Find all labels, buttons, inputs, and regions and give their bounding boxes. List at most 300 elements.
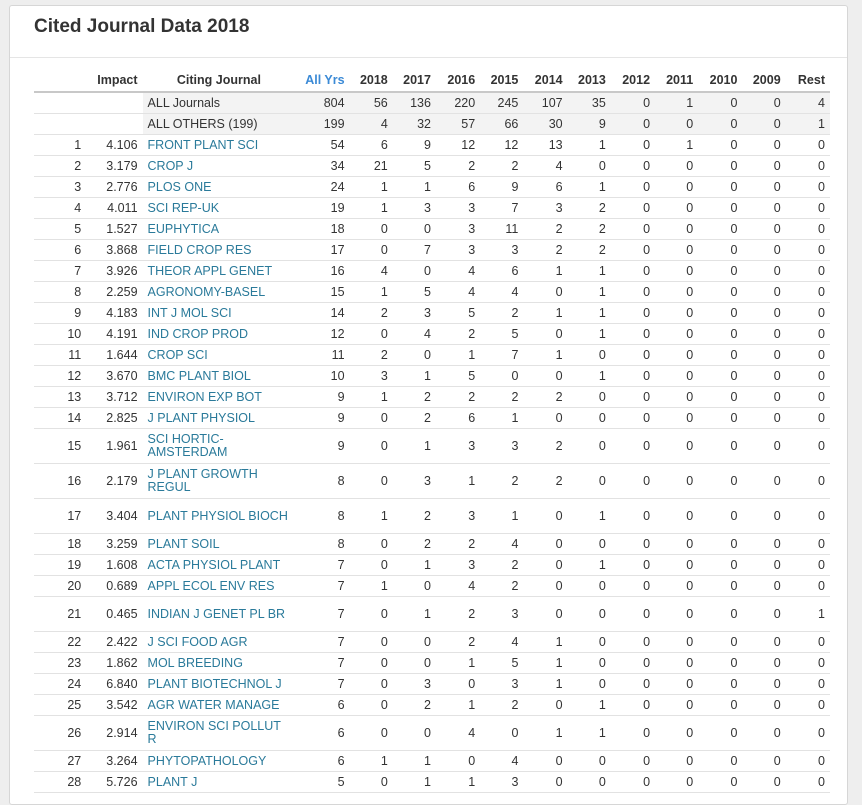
impact-cell: 0.465 bbox=[86, 597, 142, 632]
header-year: 2018 bbox=[350, 68, 393, 92]
year-count-cell: 0 bbox=[393, 261, 436, 282]
citing-journal-link[interactable]: FIELD CROP RES bbox=[143, 240, 296, 261]
citing-journal-link[interactable]: APPL ECOL ENV RES bbox=[143, 576, 296, 597]
year-count-cell: 2 bbox=[480, 303, 523, 324]
citing-journal-link[interactable]: CROP SCI bbox=[143, 345, 296, 366]
year-count-cell: 1 bbox=[350, 282, 393, 303]
rank-cell: 17 bbox=[34, 499, 86, 534]
impact-cell: 4.191 bbox=[86, 324, 142, 345]
citing-journal-link[interactable]: CROP J bbox=[143, 156, 296, 177]
table-row bbox=[34, 345, 830, 366]
year-count-cell: 0 bbox=[742, 597, 785, 632]
year-count-cell: 0 bbox=[655, 303, 698, 324]
year-count-cell: 0 bbox=[698, 156, 742, 177]
year-count-cell: 0 bbox=[655, 751, 698, 772]
citing-journal-link[interactable]: SCI HORTIC-AMSTERDAM bbox=[143, 429, 296, 464]
year-count-cell: 4 bbox=[436, 261, 480, 282]
year-count-cell: 66 bbox=[480, 114, 523, 135]
year-count-cell: 3 bbox=[393, 674, 436, 695]
rank-cell: 9 bbox=[34, 303, 86, 324]
impact-cell: 6.840 bbox=[86, 674, 142, 695]
year-count-cell: 0 bbox=[742, 576, 785, 597]
year-count-cell: 1 bbox=[436, 772, 480, 793]
citing-journal-link[interactable]: EUPHYTICA bbox=[143, 219, 296, 240]
impact-cell: 3.926 bbox=[86, 261, 142, 282]
year-count-cell: 2 bbox=[480, 156, 523, 177]
year-count-cell: 2 bbox=[480, 387, 523, 408]
citing-journal-link[interactable]: J PLANT GROWTH REGUL bbox=[143, 464, 296, 499]
impact-cell: 1.862 bbox=[86, 653, 142, 674]
citing-journal-link: ALL Journals bbox=[143, 92, 296, 114]
rank-cell: 12 bbox=[34, 366, 86, 387]
year-count-cell: 4 bbox=[480, 282, 523, 303]
year-count-cell: 0 bbox=[655, 324, 698, 345]
rank-cell: 11 bbox=[34, 345, 86, 366]
year-count-cell: 4 bbox=[480, 751, 523, 772]
year-count-cell: 0 bbox=[655, 408, 698, 429]
rest-cell: 0 bbox=[786, 632, 830, 653]
year-count-cell: 1 bbox=[568, 282, 611, 303]
year-count-cell: 7 bbox=[480, 345, 523, 366]
year-count-cell: 1 bbox=[350, 499, 393, 534]
year-count-cell: 0 bbox=[698, 282, 742, 303]
year-count-cell: 0 bbox=[655, 576, 698, 597]
year-count-cell: 0 bbox=[611, 653, 655, 674]
year-count-cell: 0 bbox=[698, 772, 742, 793]
year-count-cell: 0 bbox=[655, 429, 698, 464]
year-count-cell: 0 bbox=[655, 240, 698, 261]
year-count-cell: 0 bbox=[742, 772, 785, 793]
cited-journal-panel bbox=[9, 5, 848, 805]
table-row bbox=[34, 464, 830, 499]
year-count-cell: 1 bbox=[568, 135, 611, 156]
year-count-cell: 0 bbox=[611, 576, 655, 597]
year-count-cell: 3 bbox=[436, 219, 480, 240]
cited-journal-table bbox=[34, 68, 830, 793]
rest-cell: 0 bbox=[786, 653, 830, 674]
year-count-cell: 0 bbox=[350, 674, 393, 695]
year-count-cell: 1 bbox=[350, 198, 393, 219]
year-count-cell: 2 bbox=[480, 576, 523, 597]
table-row bbox=[34, 534, 830, 555]
year-count-cell: 0 bbox=[698, 555, 742, 576]
impact-cell: 2.422 bbox=[86, 632, 142, 653]
all-years-cell: 9 bbox=[295, 429, 349, 464]
year-count-cell: 3 bbox=[393, 198, 436, 219]
year-count-cell: 2 bbox=[393, 408, 436, 429]
year-count-cell: 0 bbox=[568, 345, 611, 366]
year-count-cell: 0 bbox=[523, 695, 567, 716]
all-years-cell: 34 bbox=[295, 156, 349, 177]
year-count-cell: 0 bbox=[742, 156, 785, 177]
year-count-cell: 5 bbox=[436, 303, 480, 324]
year-count-cell: 0 bbox=[350, 240, 393, 261]
year-count-cell: 0 bbox=[611, 751, 655, 772]
rest-cell: 1 bbox=[786, 597, 830, 632]
year-count-cell: 2 bbox=[523, 429, 567, 464]
rest-cell: 0 bbox=[786, 240, 830, 261]
year-count-cell: 3 bbox=[523, 198, 567, 219]
year-count-cell: 0 bbox=[742, 219, 785, 240]
year-count-cell: 0 bbox=[742, 282, 785, 303]
impact-cell: 3.542 bbox=[86, 695, 142, 716]
rest-cell: 0 bbox=[786, 772, 830, 793]
year-count-cell: 0 bbox=[568, 653, 611, 674]
year-count-cell: 0 bbox=[698, 576, 742, 597]
table-row bbox=[34, 387, 830, 408]
year-count-cell: 0 bbox=[568, 772, 611, 793]
year-count-cell: 0 bbox=[742, 198, 785, 219]
year-count-cell: 6 bbox=[436, 177, 480, 198]
header-year: 2014 bbox=[523, 68, 567, 92]
header-year: 2011 bbox=[655, 68, 698, 92]
year-count-cell: 0 bbox=[611, 695, 655, 716]
rest-cell: 0 bbox=[786, 219, 830, 240]
year-count-cell: 0 bbox=[655, 464, 698, 499]
year-count-cell: 0 bbox=[611, 555, 655, 576]
year-count-cell: 0 bbox=[523, 751, 567, 772]
citing-journal-link[interactable]: J SCI FOOD AGR bbox=[143, 632, 296, 653]
citing-journal-link[interactable]: PLANT BIOTECHNOL J bbox=[143, 674, 296, 695]
year-count-cell: 3 bbox=[480, 240, 523, 261]
year-count-cell: 0 bbox=[742, 534, 785, 555]
year-count-cell: 0 bbox=[611, 597, 655, 632]
year-count-cell: 3 bbox=[436, 198, 480, 219]
citing-journal-link[interactable]: SCI REP-UK bbox=[143, 198, 296, 219]
year-count-cell: 0 bbox=[698, 219, 742, 240]
year-count-cell: 0 bbox=[568, 156, 611, 177]
year-count-cell: 0 bbox=[350, 219, 393, 240]
year-count-cell: 0 bbox=[655, 499, 698, 534]
rest-cell: 0 bbox=[786, 198, 830, 219]
year-count-cell: 0 bbox=[611, 114, 655, 135]
rank-cell: 24 bbox=[34, 674, 86, 695]
year-count-cell: 0 bbox=[611, 198, 655, 219]
rank-cell: 6 bbox=[34, 240, 86, 261]
year-count-cell: 0 bbox=[568, 408, 611, 429]
citing-journal-link[interactable]: PLANT J bbox=[143, 772, 296, 793]
all-years-cell: 10 bbox=[295, 366, 349, 387]
year-count-cell: 0 bbox=[523, 534, 567, 555]
year-count-cell: 30 bbox=[523, 114, 567, 135]
year-count-cell: 0 bbox=[655, 156, 698, 177]
year-count-cell: 107 bbox=[523, 92, 567, 114]
rank-cell: 21 bbox=[34, 597, 86, 632]
year-count-cell: 1 bbox=[655, 92, 698, 114]
citing-journal-link[interactable]: PHYTOPATHOLOGY bbox=[143, 751, 296, 772]
year-count-cell: 0 bbox=[350, 772, 393, 793]
rank-cell: 15 bbox=[34, 429, 86, 464]
all-years-cell: 24 bbox=[295, 177, 349, 198]
rest-cell: 0 bbox=[786, 576, 830, 597]
impact-cell: 3.868 bbox=[86, 240, 142, 261]
year-count-cell: 1 bbox=[523, 716, 567, 751]
panel-title: Cited Journal Data 2018 bbox=[34, 16, 250, 37]
year-count-cell: 1 bbox=[350, 576, 393, 597]
citing-journal-link[interactable]: MOL BREEDING bbox=[143, 653, 296, 674]
year-count-cell: 0 bbox=[523, 576, 567, 597]
year-count-cell: 0 bbox=[698, 92, 742, 114]
year-count-cell: 0 bbox=[523, 597, 567, 632]
table-row bbox=[34, 597, 830, 632]
rest-cell: 0 bbox=[786, 499, 830, 534]
year-count-cell: 0 bbox=[611, 92, 655, 114]
table-row bbox=[34, 576, 830, 597]
year-count-cell: 0 bbox=[611, 366, 655, 387]
year-count-cell: 0 bbox=[742, 464, 785, 499]
year-count-cell: 0 bbox=[436, 674, 480, 695]
rank-cell: 13 bbox=[34, 387, 86, 408]
rank-cell: 19 bbox=[34, 555, 86, 576]
year-count-cell: 0 bbox=[655, 772, 698, 793]
year-count-cell: 0 bbox=[698, 653, 742, 674]
rest-cell: 0 bbox=[786, 387, 830, 408]
year-count-cell: 1 bbox=[568, 177, 611, 198]
rank-cell: 7 bbox=[34, 261, 86, 282]
year-count-cell: 0 bbox=[698, 695, 742, 716]
year-count-cell: 0 bbox=[350, 597, 393, 632]
table-row bbox=[34, 366, 830, 387]
rank-cell: 14 bbox=[34, 408, 86, 429]
all-years-cell: 5 bbox=[295, 772, 349, 793]
all-years-cell: 9 bbox=[295, 408, 349, 429]
year-count-cell: 3 bbox=[480, 597, 523, 632]
year-count-cell: 0 bbox=[611, 219, 655, 240]
year-count-cell: 4 bbox=[436, 576, 480, 597]
rank-cell: 3 bbox=[34, 177, 86, 198]
year-count-cell: 0 bbox=[655, 366, 698, 387]
year-count-cell: 0 bbox=[742, 429, 785, 464]
year-count-cell: 0 bbox=[523, 772, 567, 793]
year-count-cell: 0 bbox=[350, 555, 393, 576]
rank-cell: 23 bbox=[34, 653, 86, 674]
impact-cell: 3.670 bbox=[86, 366, 142, 387]
all-years-cell: 6 bbox=[295, 695, 349, 716]
year-count-cell: 0 bbox=[611, 387, 655, 408]
year-count-cell: 0 bbox=[393, 632, 436, 653]
year-count-cell: 0 bbox=[698, 408, 742, 429]
citing-journal-link[interactable]: FRONT PLANT SCI bbox=[143, 135, 296, 156]
rest-cell: 0 bbox=[786, 261, 830, 282]
year-count-cell: 4 bbox=[350, 114, 393, 135]
year-count-cell: 0 bbox=[611, 324, 655, 345]
year-count-cell: 56 bbox=[350, 92, 393, 114]
year-count-cell: 6 bbox=[523, 177, 567, 198]
citing-journal-link[interactable]: J PLANT PHYSIOL bbox=[143, 408, 296, 429]
year-count-cell: 0 bbox=[523, 324, 567, 345]
year-count-cell: 0 bbox=[698, 632, 742, 653]
citing-journal-link[interactable]: PLANT SOIL bbox=[143, 534, 296, 555]
year-count-cell: 2 bbox=[568, 198, 611, 219]
citing-journal-link[interactable]: AGRONOMY-BASEL bbox=[143, 282, 296, 303]
header-all-years[interactable]: All Yrs bbox=[295, 68, 349, 92]
year-count-cell: 0 bbox=[698, 429, 742, 464]
header-year: 2012 bbox=[611, 68, 655, 92]
year-count-cell: 4 bbox=[523, 156, 567, 177]
rest-cell: 0 bbox=[786, 345, 830, 366]
header-year: 2016 bbox=[436, 68, 480, 92]
year-count-cell: 0 bbox=[655, 534, 698, 555]
year-count-cell: 0 bbox=[350, 695, 393, 716]
impact-cell: 2.825 bbox=[86, 408, 142, 429]
impact-cell: 2.259 bbox=[86, 282, 142, 303]
table-row bbox=[34, 240, 830, 261]
header-year: 2013 bbox=[568, 68, 611, 92]
year-count-cell: 0 bbox=[611, 345, 655, 366]
citing-journal-link[interactable]: ENVIRON SCI POLLUT R bbox=[143, 716, 296, 751]
rest-cell: 0 bbox=[786, 324, 830, 345]
rest-cell: 0 bbox=[786, 177, 830, 198]
year-count-cell: 12 bbox=[480, 135, 523, 156]
year-count-cell: 2 bbox=[436, 632, 480, 653]
impact-cell: 2.179 bbox=[86, 464, 142, 499]
all-years-cell: 8 bbox=[295, 534, 349, 555]
year-count-cell: 1 bbox=[393, 772, 436, 793]
all-years-cell: 7 bbox=[295, 576, 349, 597]
all-years-cell: 12 bbox=[295, 324, 349, 345]
table-row bbox=[34, 303, 830, 324]
year-count-cell: 0 bbox=[655, 555, 698, 576]
year-count-cell: 0 bbox=[742, 114, 785, 135]
year-count-cell: 3 bbox=[436, 240, 480, 261]
year-count-cell: 0 bbox=[698, 716, 742, 751]
year-count-cell: 0 bbox=[655, 674, 698, 695]
year-count-cell: 0 bbox=[611, 716, 655, 751]
year-count-cell: 3 bbox=[480, 772, 523, 793]
citing-journal-link[interactable]: BMC PLANT BIOL bbox=[143, 366, 296, 387]
year-count-cell: 0 bbox=[698, 534, 742, 555]
year-count-cell: 3 bbox=[480, 674, 523, 695]
citing-journal-link[interactable]: INDIAN J GENET PL BR bbox=[143, 597, 296, 632]
year-count-cell: 9 bbox=[480, 177, 523, 198]
year-count-cell: 0 bbox=[611, 303, 655, 324]
citing-journal-link[interactable]: IND CROP PROD bbox=[143, 324, 296, 345]
year-count-cell: 136 bbox=[393, 92, 436, 114]
rest-cell: 4 bbox=[786, 92, 830, 114]
year-count-cell: 0 bbox=[698, 177, 742, 198]
table-row bbox=[34, 674, 830, 695]
year-count-cell: 1 bbox=[568, 261, 611, 282]
year-count-cell: 0 bbox=[393, 219, 436, 240]
impact-cell: 1.527 bbox=[86, 219, 142, 240]
rank-cell: 28 bbox=[34, 772, 86, 793]
year-count-cell: 1 bbox=[568, 716, 611, 751]
year-count-cell: 35 bbox=[568, 92, 611, 114]
year-count-cell: 0 bbox=[742, 387, 785, 408]
citing-journal-link[interactable]: AGR WATER MANAGE bbox=[143, 695, 296, 716]
impact-cell: 1.961 bbox=[86, 429, 142, 464]
year-count-cell: 1 bbox=[436, 695, 480, 716]
year-count-cell: 4 bbox=[480, 534, 523, 555]
year-count-cell: 1 bbox=[350, 387, 393, 408]
all-years-cell: 8 bbox=[295, 464, 349, 499]
year-count-cell: 13 bbox=[523, 135, 567, 156]
rest-cell: 0 bbox=[786, 303, 830, 324]
year-count-cell: 1 bbox=[568, 303, 611, 324]
rank-cell bbox=[34, 92, 86, 114]
citing-journal-link[interactable]: THEOR APPL GENET bbox=[143, 261, 296, 282]
impact-cell bbox=[86, 92, 142, 114]
year-count-cell: 0 bbox=[742, 674, 785, 695]
rest-cell: 0 bbox=[786, 674, 830, 695]
year-count-cell: 0 bbox=[698, 324, 742, 345]
year-count-cell: 2 bbox=[436, 534, 480, 555]
year-count-cell: 7 bbox=[393, 240, 436, 261]
impact-cell: 4.106 bbox=[86, 135, 142, 156]
year-count-cell: 0 bbox=[698, 387, 742, 408]
year-count-cell: 0 bbox=[655, 114, 698, 135]
year-count-cell: 21 bbox=[350, 156, 393, 177]
year-count-cell: 1 bbox=[568, 366, 611, 387]
year-count-cell: 1 bbox=[568, 499, 611, 534]
year-count-cell: 0 bbox=[698, 499, 742, 534]
year-count-cell: 1 bbox=[350, 177, 393, 198]
year-count-cell: 2 bbox=[523, 240, 567, 261]
year-count-cell: 0 bbox=[523, 555, 567, 576]
table-row bbox=[34, 198, 830, 219]
rank-cell: 2 bbox=[34, 156, 86, 177]
year-count-cell: 1 bbox=[523, 632, 567, 653]
year-count-cell: 1 bbox=[523, 303, 567, 324]
year-count-cell: 0 bbox=[698, 674, 742, 695]
all-years-cell: 15 bbox=[295, 282, 349, 303]
year-count-cell: 0 bbox=[523, 408, 567, 429]
year-count-cell: 0 bbox=[742, 695, 785, 716]
citing-journal-link[interactable]: PLOS ONE bbox=[143, 177, 296, 198]
year-count-cell: 2 bbox=[480, 464, 523, 499]
year-count-cell: 0 bbox=[655, 695, 698, 716]
year-count-cell: 0 bbox=[568, 387, 611, 408]
citing-journal-link[interactable]: PLANT PHYSIOL BIOCH bbox=[143, 499, 296, 534]
year-count-cell: 0 bbox=[350, 408, 393, 429]
year-count-cell: 0 bbox=[611, 282, 655, 303]
table-row bbox=[34, 135, 830, 156]
impact-cell: 0.689 bbox=[86, 576, 142, 597]
year-count-cell: 4 bbox=[393, 324, 436, 345]
year-count-cell: 0 bbox=[655, 198, 698, 219]
all-years-cell: 804 bbox=[295, 92, 349, 114]
all-years-cell: 11 bbox=[295, 345, 349, 366]
year-count-cell: 2 bbox=[436, 324, 480, 345]
year-count-cell: 0 bbox=[611, 240, 655, 261]
year-count-cell: 1 bbox=[568, 695, 611, 716]
all-years-cell: 8 bbox=[295, 499, 349, 534]
table-row bbox=[34, 177, 830, 198]
impact-cell: 4.011 bbox=[86, 198, 142, 219]
all-years-cell: 7 bbox=[295, 555, 349, 576]
rank-cell bbox=[34, 114, 86, 135]
year-count-cell: 2 bbox=[523, 464, 567, 499]
year-count-cell: 57 bbox=[436, 114, 480, 135]
year-count-cell: 2 bbox=[436, 597, 480, 632]
year-count-cell: 0 bbox=[698, 345, 742, 366]
year-count-cell: 0 bbox=[611, 464, 655, 499]
citing-journal-link[interactable]: INT J MOL SCI bbox=[143, 303, 296, 324]
year-count-cell: 1 bbox=[436, 653, 480, 674]
year-count-cell: 2 bbox=[350, 303, 393, 324]
year-count-cell: 0 bbox=[611, 261, 655, 282]
year-count-cell: 0 bbox=[568, 429, 611, 464]
citing-journal-link[interactable]: ACTA PHYSIOL PLANT bbox=[143, 555, 296, 576]
table-row bbox=[34, 408, 830, 429]
year-count-cell: 0 bbox=[393, 716, 436, 751]
citing-journal-link[interactable]: ENVIRON EXP BOT bbox=[143, 387, 296, 408]
year-count-cell: 1 bbox=[436, 345, 480, 366]
year-count-cell: 0 bbox=[742, 653, 785, 674]
table-row bbox=[34, 555, 830, 576]
year-count-cell: 2 bbox=[480, 695, 523, 716]
year-count-cell: 2 bbox=[568, 240, 611, 261]
